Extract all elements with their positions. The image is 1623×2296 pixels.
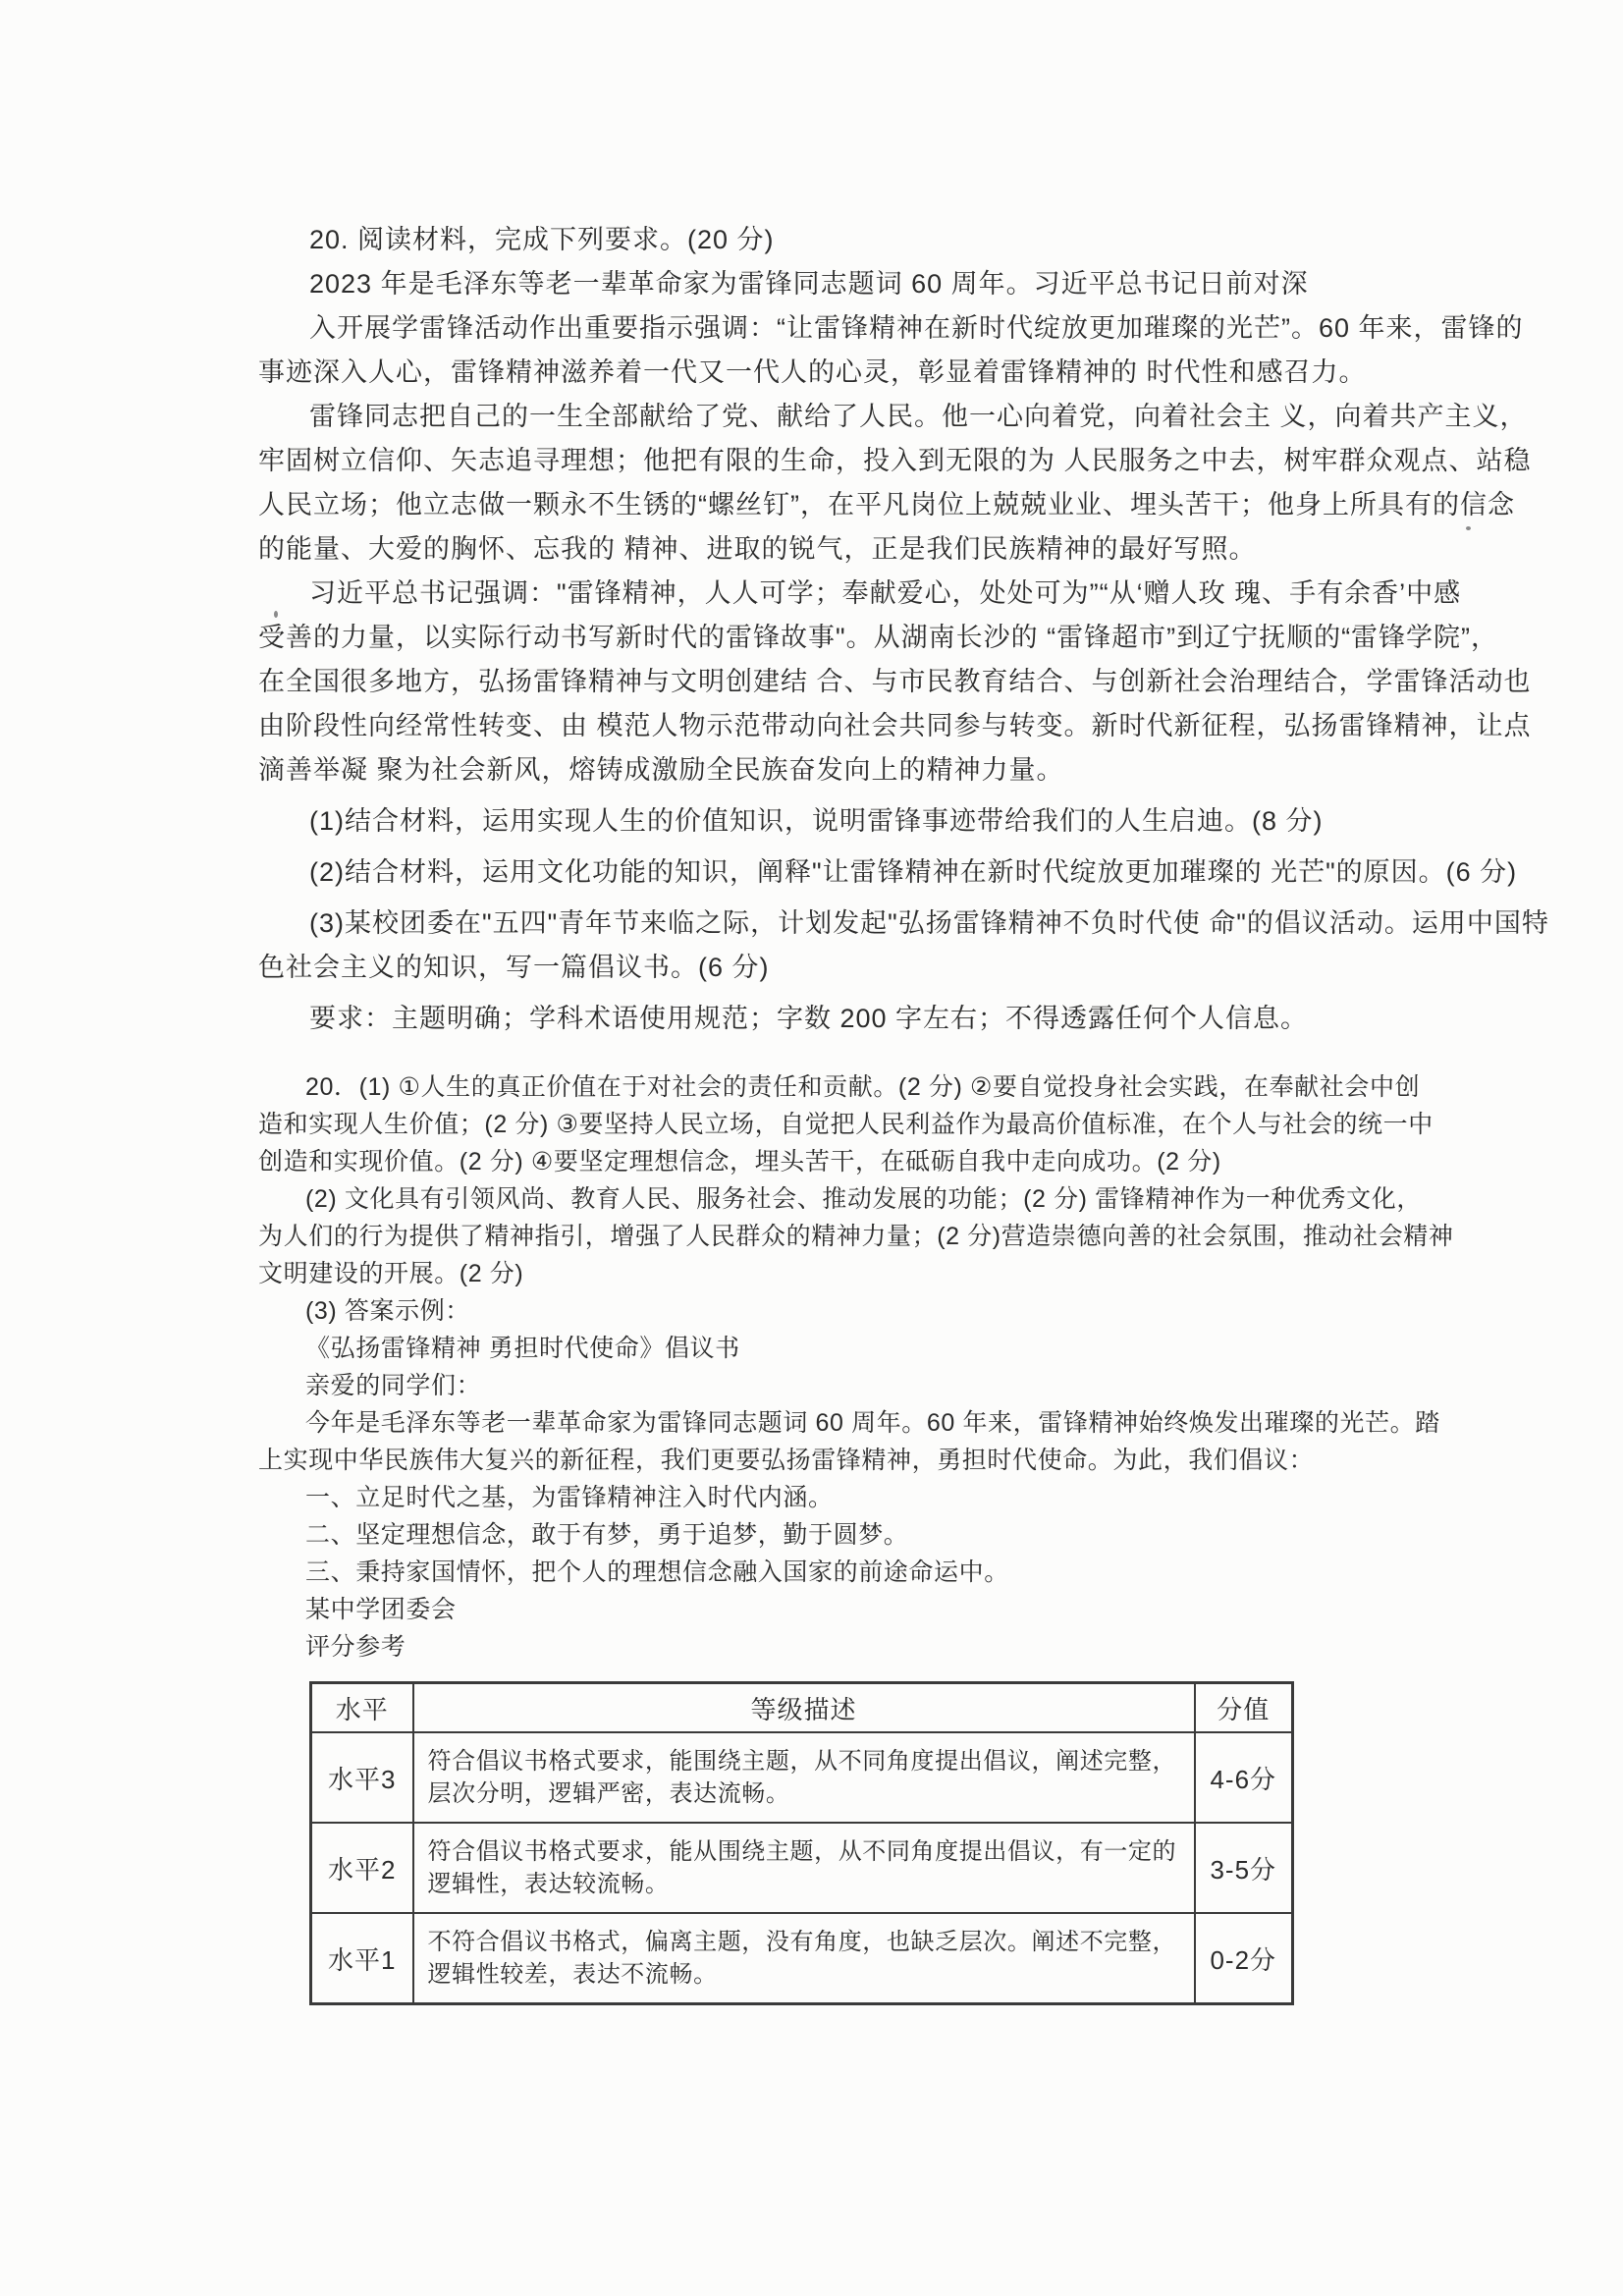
text-line: 习近平总书记强调："雷锋精神，人人可学；奉献爱心，处处可为”“从‘赠人玫 瑰、手有余香’中感 [309, 578, 1462, 608]
rubric-score: 3-5分 [1195, 1823, 1293, 1913]
text-line: 在全国很多地方，弘扬雷锋精神与文明创建结 合、与市民教育结合、与创新社会治理结合，学雷锋活动也 [258, 667, 1532, 696]
text-line: 某中学团委会 [305, 1596, 457, 1623]
text-line: 受善的力量，以实际行动书写新时代的雷锋故事"。从湖南长沙的 “雷锋超市”到辽宁抚顺的“雷锋学院”， [258, 623, 1499, 652]
text-line: 《弘扬雷锋精神 勇担时代使命》倡议书 [305, 1335, 740, 1362]
text-line: 20．(1) ①人生的真正价值在于对社会的责任和贡献。(2 分) ②要自觉投身社会实践，在奉献社会中创 [305, 1073, 1421, 1101]
text-line: (3) 答案示例： [305, 1297, 470, 1325]
text-line: 二、坚定理想信念，敢于有梦，勇于追梦，勤于圆梦。 [305, 1521, 909, 1549]
text-line: 上实现中华民族伟大复兴的新征程，我们更要弘扬雷锋精神，勇担时代使命。为此，我们倡议： [258, 1447, 1315, 1474]
text-line: 2023 年是毛泽东等老一辈革命家为雷锋同志题词 60 周年。习近平总书记日前对深 [309, 269, 1309, 299]
rubric-row-level2 [311, 1823, 1293, 1913]
rubric-header-level: 水平 [311, 1683, 413, 1733]
rubric-score: 4-6分 [1195, 1732, 1293, 1823]
text-line: 滴善举凝 聚为社会新风，熔铸成激励全民族奋发向上的精神力量。 [258, 755, 1064, 785]
text-line: 由阶段性向经常性转变、由 模范人物示范带动向社会共同参与转变。新时代新征程，弘扬雷锋精神，让点 [258, 711, 1532, 740]
rubric-header-description: 等级描述 [413, 1683, 1195, 1733]
text-line: 三、秉持家国情怀，把个人的理想信念融入国家的前途命运中。 [305, 1558, 1009, 1586]
text-line: 今年是毛泽东等老一辈革命家为雷锋同志题词 60 周年。60 年来，雷锋精神始终焕发出璀璨的光芒。踏 [305, 1409, 1440, 1437]
text-line: 牢固树立信仰、矢志追寻理想；他把有限的生命，投入到无限的为 人民服务之中去，树牢群众观点、站稳 [258, 446, 1532, 475]
rubric-description: 符合倡议书格式要求，能从围绕主题，从不同角度提出倡议，有一定的逻辑性，表达较流畅。 [413, 1823, 1195, 1913]
text-line: 20. 阅读材料，完成下列要求。(20 分) [309, 225, 775, 254]
page-content [258, 218, 1549, 2005]
text-line: 要求：主题明确；学科术语使用规范；字数 200 字左右；不得透露任何个人信息。 [309, 1004, 1309, 1033]
rubric-row-level3 [311, 1732, 1293, 1823]
text-line: 创造和实现价值。(2 分) ④要坚定理想信念，埋头苦干，在砥砺自我中走向成功。(2 分) [258, 1148, 1221, 1175]
rubric-row-level1 [311, 1913, 1293, 2004]
scoring-rubric-table [309, 1681, 1294, 2005]
rubric-description: 不符合倡议书格式，偏离主题，没有角度，也缺乏层次。阐述不完整，逻辑性较差，表达不流畅。 [413, 1913, 1195, 2004]
text-line: (2)结合材料，运用文化功能的知识，阐释"让雷锋精神在新时代绽放更加璀璨的 光芒"的原因。(6 分) [309, 857, 1518, 887]
text-line: 的能量、大爱的胸怀、忘我的 精神、进取的锐气，正是我们民族精神的最好写照。 [258, 534, 1257, 564]
text-line: 人民立场；他立志做一颗永不生锈的“螺丝钉”，在平凡岗位上兢兢业业、埋头苦干；他身上所具有的信念 [258, 490, 1515, 519]
rubric-level: 水平3 [311, 1732, 413, 1823]
text-line: 为人们的行为提供了精神指引，增强了人民群众的精神力量；(2 分)营造崇德向善的社会氛围，推动社会精神 [258, 1223, 1454, 1250]
rubric-level: 水平2 [311, 1823, 413, 1913]
text-line: (3)某校团委在"五四"青年节来临之际，计划发起"弘扬雷锋精神不负时代使 命"的倡议活动。运用中国特 [309, 908, 1549, 938]
text-line: 造和实现人生价值；(2 分) ③要坚持人民立场，自觉把人民利益作为最高价值标准，在个人与社会的统一中 [258, 1111, 1434, 1138]
rubric-score: 0-2分 [1195, 1913, 1293, 2004]
text-line: 一、立足时代之基，为雷锋精神注入时代内涵。 [305, 1484, 834, 1511]
text-line: 亲爱的同学们： [305, 1372, 482, 1399]
text-line: 色社会主义的知识，写一篇倡议书。(6 分) [258, 953, 770, 982]
rubric-table-caption: 评分参考 [305, 1633, 406, 1661]
rubric-header-score: 分值 [1195, 1683, 1293, 1733]
text-line: 文明建设的开展。(2 分) [258, 1260, 524, 1287]
text-line: (2) 文化具有引领风尚、教育人民、服务社会、推动发展的功能；(2 分) 雷锋精神作为一种优秀文化， [305, 1185, 1422, 1213]
rubric-header-row [311, 1683, 1293, 1733]
rubric-description: 符合倡议书格式要求，能围绕主题，从不同角度提出倡议，阐述完整，层次分明，逻辑严密，表达流畅。 [413, 1732, 1195, 1823]
question-section [258, 218, 1549, 1041]
text-line: 事迹深入人心，雷锋精神滋养着一代又一代人的心灵，彰显着雷锋精神的 时代性和感召力。 [258, 357, 1367, 387]
text-line: 入开展学雷锋活动作出重要指示强调：“让雷锋精神在新时代绽放更加璀璨的光芒”。60 年来，雷锋的 [309, 313, 1524, 343]
answer-section [258, 1068, 1481, 1628]
text-line: (1)结合材料，运用实现人生的价值知识，说明雷锋事迹带给我们的人生启迪。(8 分) [309, 806, 1324, 836]
rubric-level: 水平1 [311, 1913, 413, 2004]
text-line: 雷锋同志把自己的一生全部献给了党、献给了人民。他一心向着党，向着社会主 义，向着共产主义， [309, 402, 1528, 431]
